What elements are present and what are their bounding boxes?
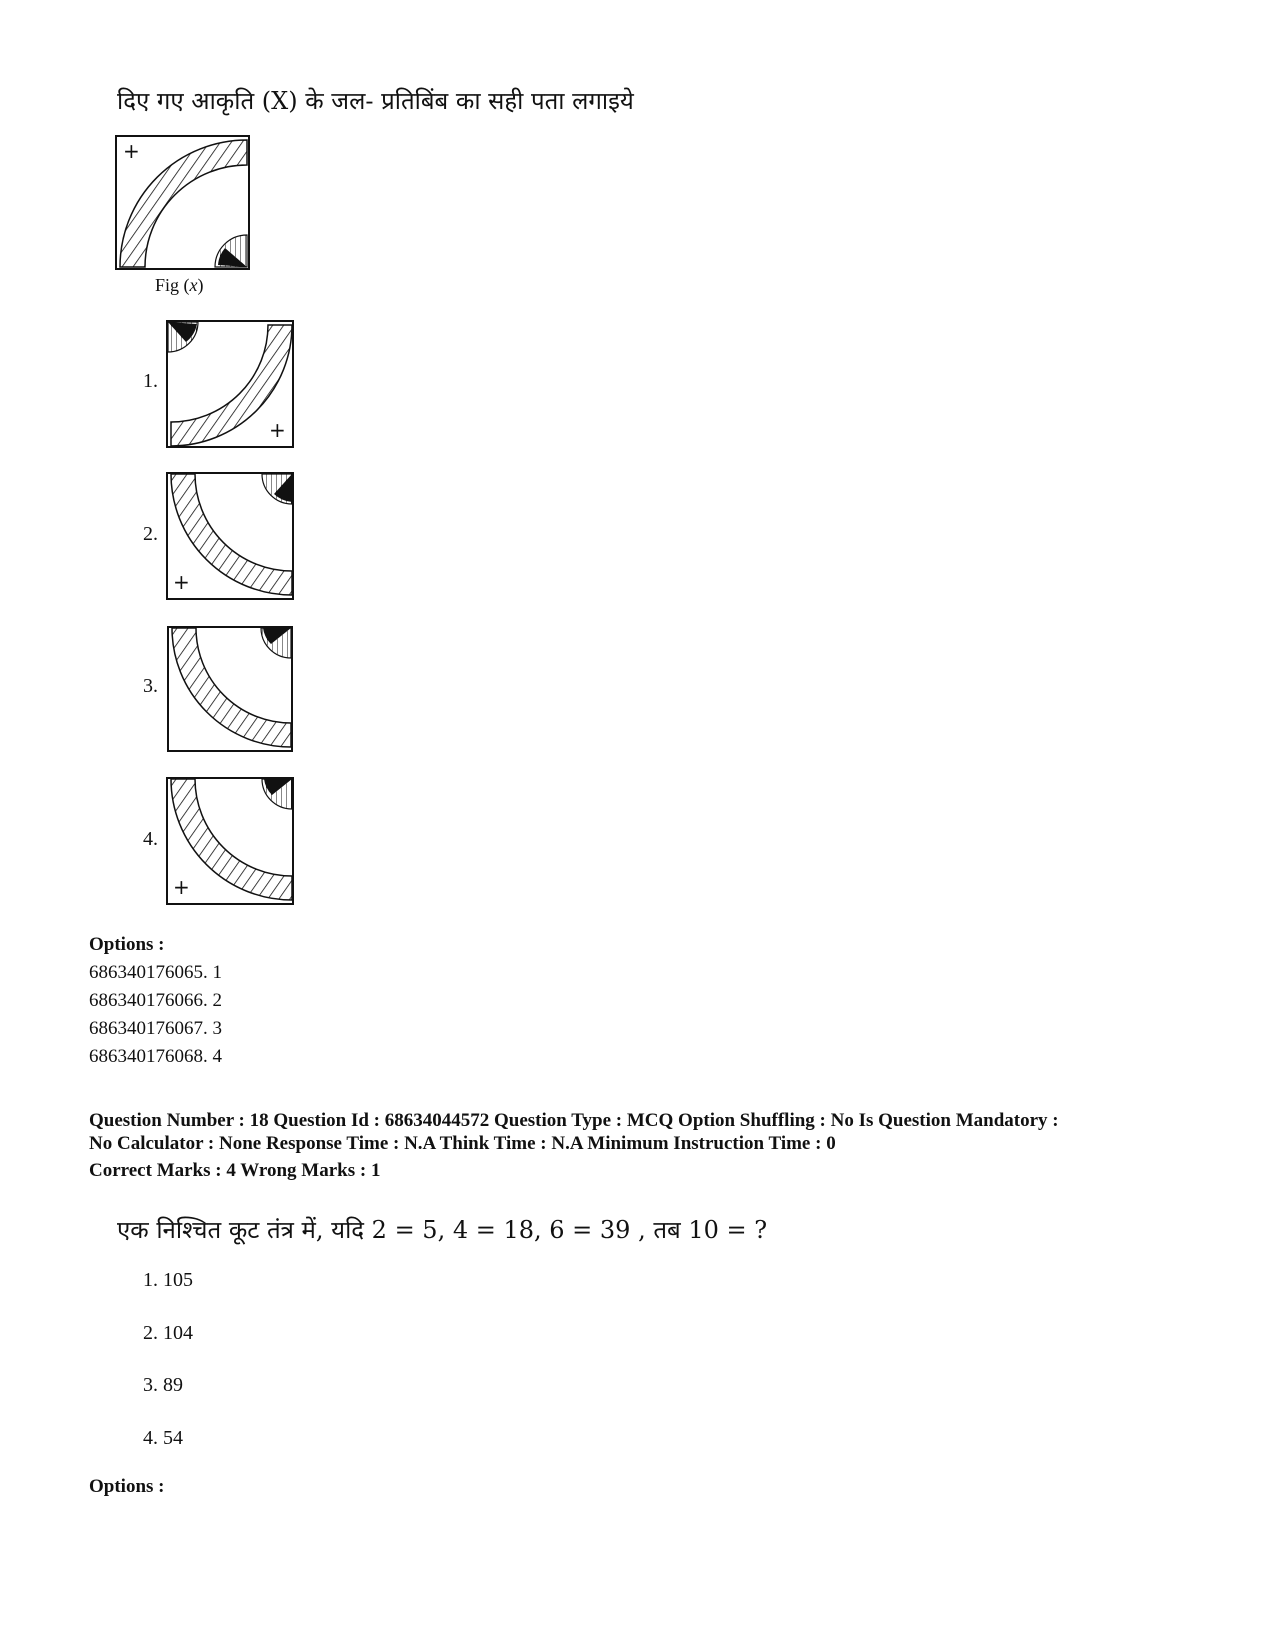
option-figure-2 [166,472,294,600]
q17-options-heading: Options : [89,934,165,955]
svg-text:+: + [269,418,286,442]
option-item[interactable]: 686340176068. 4 [89,1046,222,1067]
q18-marks: Correct Marks : 4 Wrong Marks : 1 [89,1160,381,1181]
figure-number-1: 1. [143,370,158,392]
figure-number-2: 2. [143,523,158,545]
option-item[interactable]: 686340176067. 3 [89,1018,222,1039]
q18-prompt: एक निश्चित कूट तंत्र में, यदि 2 = 5, 4 = 18, 6 = 39 , तब 10 = ? [117,1216,768,1244]
q17-options-list [89,959,222,1071]
q18-choice-4: 4. 54 [143,1427,183,1449]
option-item[interactable]: 686340176065. 1 [89,962,222,983]
option-figure-1 [166,320,294,448]
figure-number-3: 3. [143,675,158,697]
option-figure-3 [167,626,293,752]
svg-text:+: + [123,139,140,163]
q18-choice-1: 1. 105 [143,1269,193,1291]
figure-x-caption: Fig (x) [155,275,204,295]
figure-number-4: 4. [143,828,158,850]
q17-prompt: दिए गए आकृति (X) के जल- प्रतिबिंब का सही पता लगाइये [117,87,634,115]
q18-meta-line-1: Question Number : 18 Question Id : 68634044572 Question Type : MCQ Option Shuffling : No Is Question Mandatory : [89,1110,1059,1131]
option-item[interactable]: 686340176066. 2 [89,990,222,1011]
figure-x [115,135,250,270]
q18-choice-3: 3. 89 [143,1374,183,1396]
option-figure-4 [166,777,294,905]
q18-options-heading: Options : [89,1476,165,1497]
q18-choice-2: 2. 104 [143,1322,193,1344]
svg-text:+: + [173,570,190,594]
svg-text:+: + [173,875,190,899]
q18-meta [89,1109,1239,1182]
q18-meta-line-2: No Calculator : None Response Time : N.A Think Time : N.A Minimum Instruction Time : 0 [89,1133,836,1154]
